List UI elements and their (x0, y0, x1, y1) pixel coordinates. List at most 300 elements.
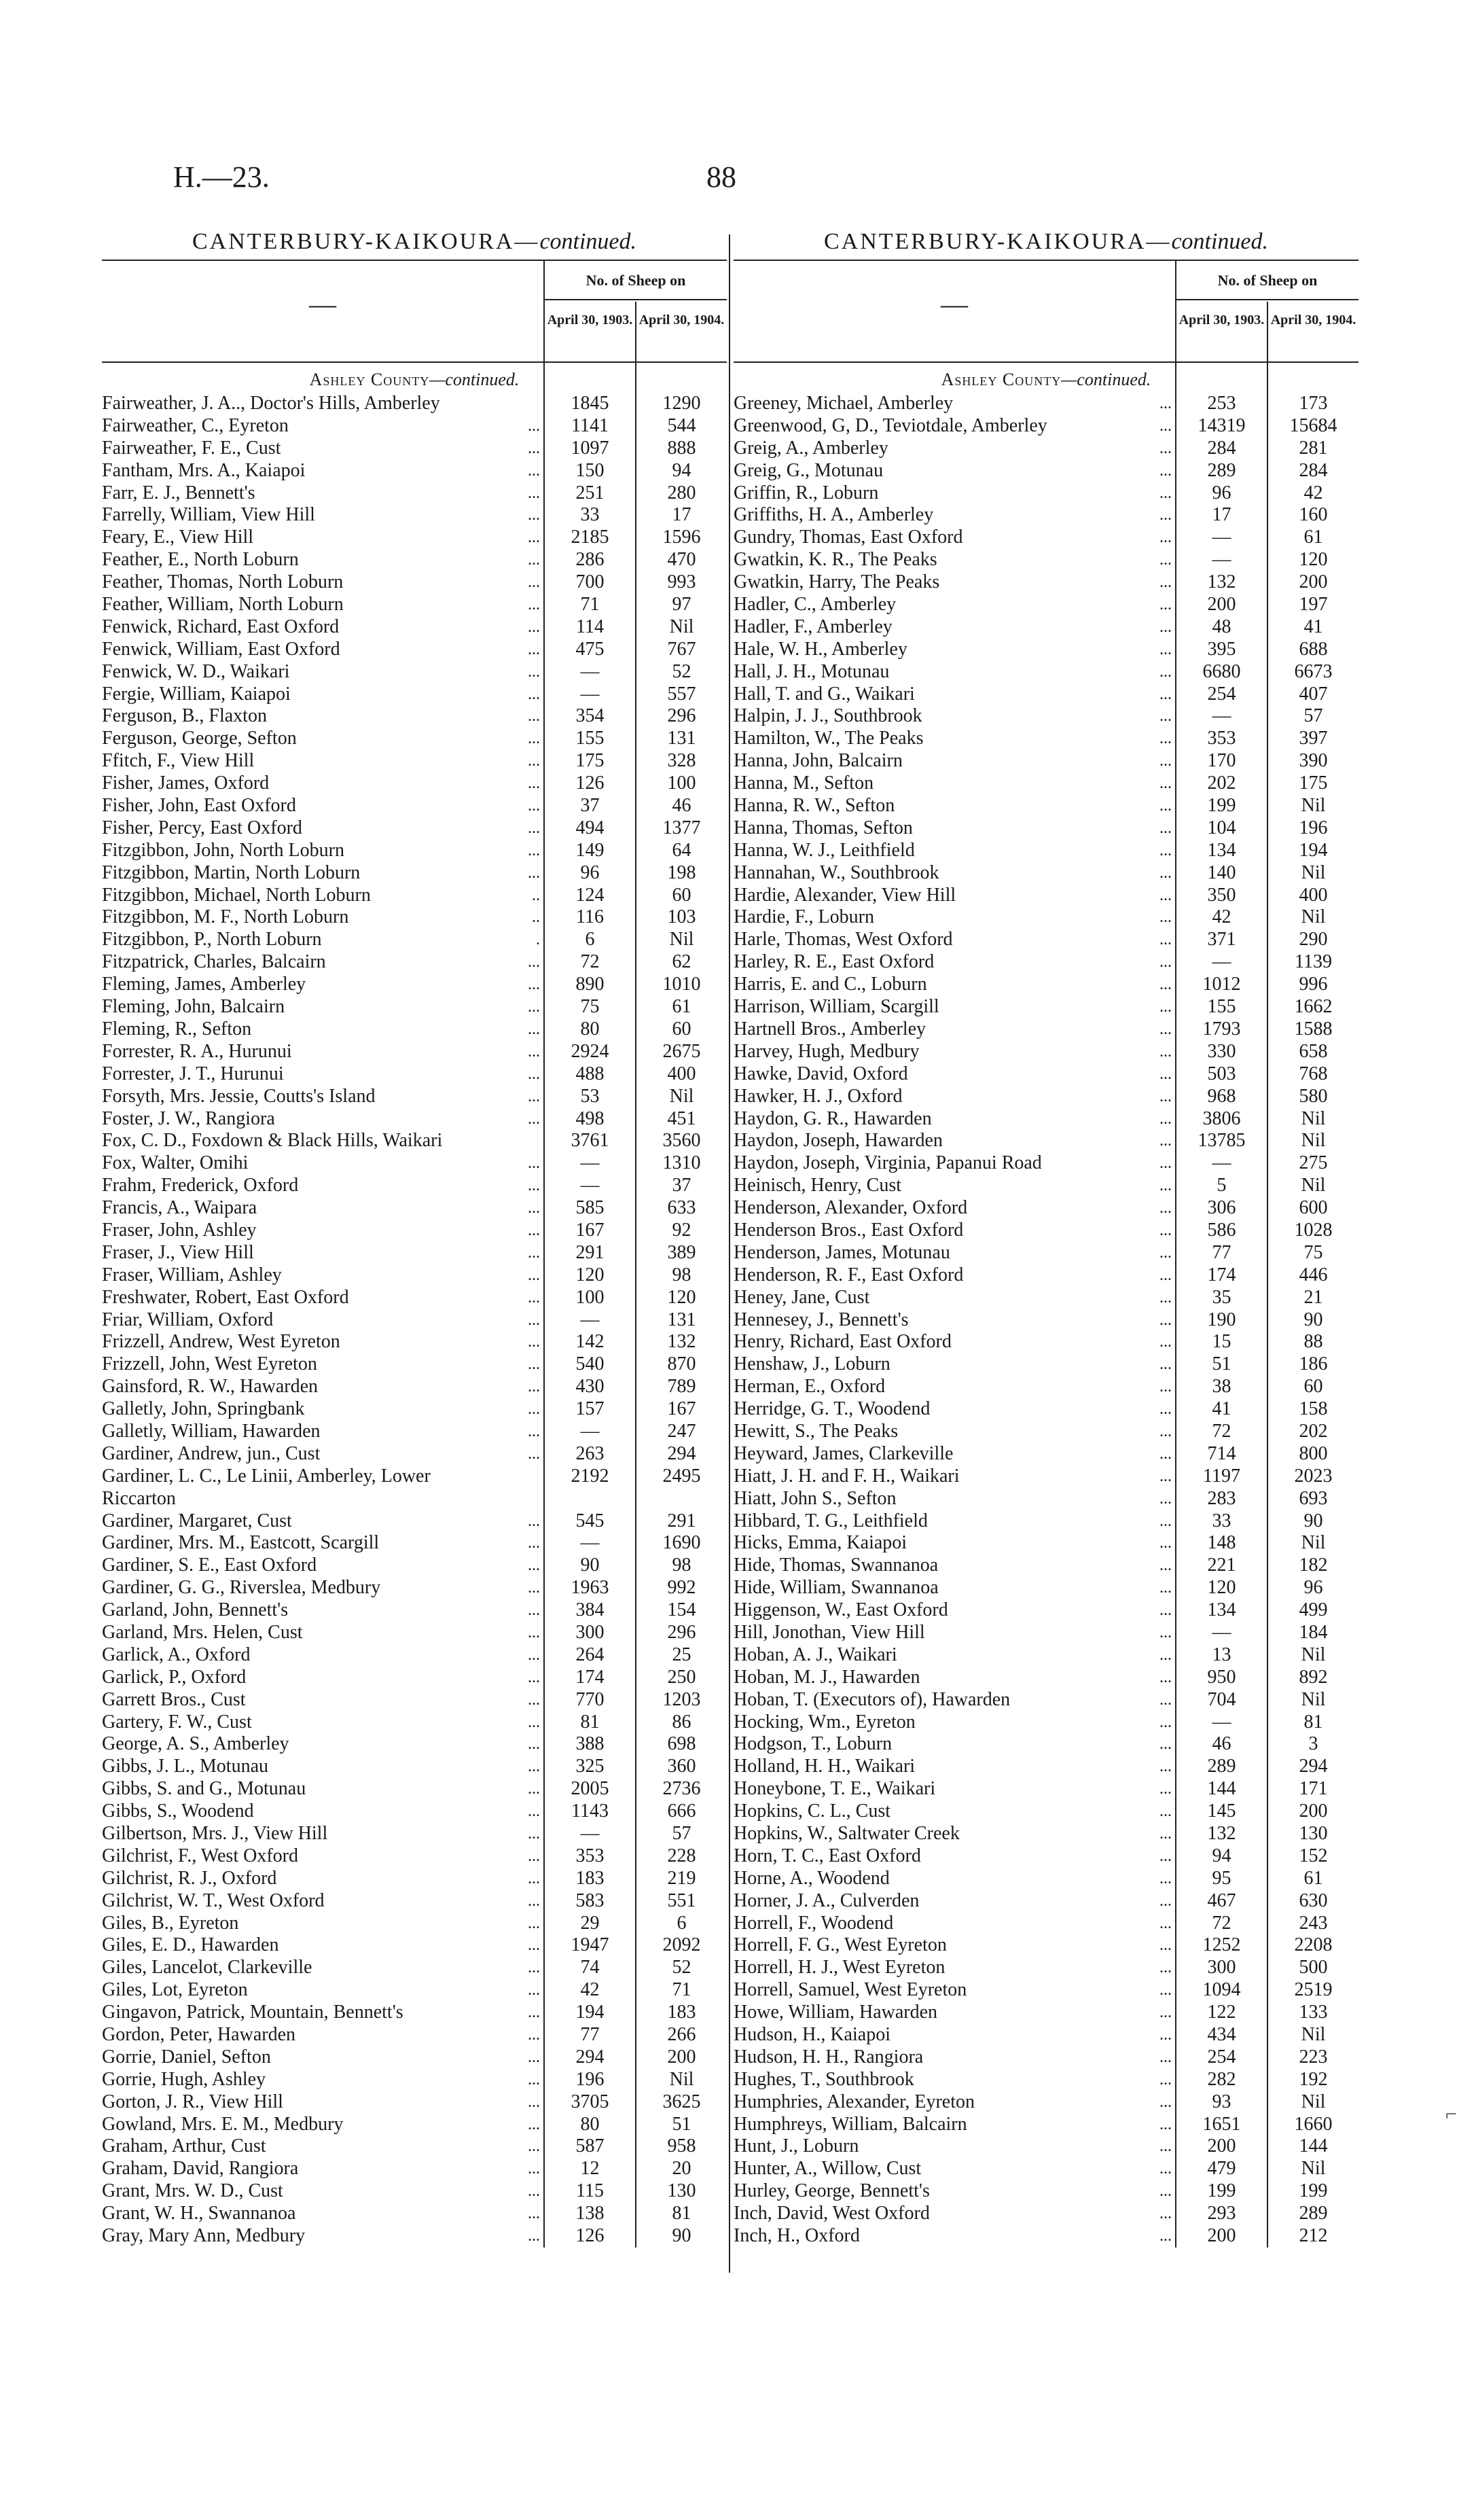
table-row (102, 1130, 727, 1152)
table-row (102, 1264, 727, 1287)
sheep-1904: Nil (1301, 862, 1326, 883)
sheep-1903: 306 (1207, 1197, 1236, 1219)
sheep-1904: 2675 (662, 1040, 701, 1062)
table-row (734, 393, 1358, 415)
leader-dots: ... (1159, 1646, 1172, 1664)
sheep-1904: Nil (1301, 795, 1326, 817)
sheep-1904: 275 (1299, 1152, 1328, 1174)
leader-dots: ... (528, 1690, 540, 1709)
sheep-1904: 328 (667, 750, 696, 772)
leader-dots: ... (1159, 1311, 1172, 1329)
table-row (102, 684, 727, 706)
owner-rows (734, 393, 1358, 2248)
leader-dots: ... (1159, 908, 1172, 927)
sheep-1904: 6 (677, 1912, 687, 1934)
owner-name: Hennesey, J., Bennett's (734, 1309, 909, 1330)
sheep-1904: 768 (1299, 1063, 1328, 1084)
sheep-1903: 585 (575, 1197, 605, 1219)
sheep-1903: — (1212, 1711, 1231, 1733)
owner-name: Inch, David, West Oxford (734, 2203, 930, 2224)
owner-name: Hibbard, T. G., Leithfield (734, 1510, 928, 1531)
sheep-1904: 698 (667, 1733, 696, 1755)
owner-name: Fleming, James, Amberley (102, 974, 306, 995)
sheep-1904: 446 (1299, 1264, 1328, 1285)
table-row (734, 2024, 1358, 2046)
table-row (734, 684, 1358, 706)
table-row (102, 2203, 727, 2225)
table-row (734, 460, 1358, 482)
sheep-1904: 500 (1299, 1957, 1328, 1978)
owner-name: Hudson, H. H., Rangiora (734, 2046, 924, 2068)
sheep-1904: Nil (669, 2068, 694, 2090)
sheep-1904: 57 (1303, 705, 1323, 727)
owner-name: Freshwater, Robert, East Oxford (102, 1286, 349, 1308)
leader-dots: . (536, 931, 540, 949)
table-row (102, 1823, 727, 1845)
owner-name: Feather, E., North Loburn (102, 549, 299, 571)
sheep-1904: 15684 (1289, 414, 1337, 436)
owner-name: Haydon, Joseph, Hawarden (734, 1130, 943, 1152)
sheep-1903: 142 (575, 1331, 605, 1353)
table-row (734, 1577, 1358, 1599)
sheep-1904: 3 (1308, 1733, 1318, 1755)
owner-name: Henshaw, J., Loburn (734, 1353, 890, 1375)
sheep-1904: 61 (1303, 527, 1323, 548)
leader-dots: ... (528, 976, 540, 994)
owner-name: Hannahan, W., Southbrook (734, 862, 939, 883)
owner-name: Harley, R. E., East Oxford (734, 951, 935, 973)
owner-name: Galletly, John, Springbank (102, 1398, 305, 1420)
leader-dots: ... (1159, 864, 1172, 882)
table-row (102, 549, 727, 571)
owner-name: Hardie, F., Loburn (734, 906, 874, 928)
owner-name: Griffiths, H. A., Amberley (734, 504, 934, 526)
sheep-1904: 202 (1299, 1420, 1328, 1442)
table-row (734, 1778, 1358, 1800)
sheep-1903: 144 (1207, 1778, 1236, 1800)
leader-dots: ... (1159, 2137, 1172, 2156)
table-row (102, 1667, 727, 1689)
table-row (102, 1175, 727, 1197)
leader-dots: ... (1159, 1668, 1172, 1686)
leader-dots: ... (528, 1512, 540, 1530)
sheep-1904: 184 (1299, 1621, 1328, 1643)
sheep-1904: 62 (672, 951, 691, 973)
owner-name: Halpin, J. J., Southbrook (734, 705, 922, 727)
leader-dots: ... (528, 640, 540, 658)
leader-dots: ... (1159, 1042, 1172, 1061)
sheep-1903: 950 (1207, 1666, 1236, 1688)
leader-dots: ... (1159, 1690, 1172, 1709)
table-row (102, 1152, 727, 1175)
sheep-1903: 199 (1207, 2180, 1236, 2202)
sheep-1904: 103 (667, 906, 696, 928)
sheep-1904: 470 (667, 549, 696, 571)
sheep-1903: 13785 (1198, 1130, 1246, 1152)
leader-dots: ... (528, 1959, 540, 1977)
owner-name: Giles, B., Eyreton (102, 1912, 239, 1934)
leader-dots: ... (528, 1110, 540, 1128)
table-row (102, 1108, 727, 1131)
owner-name: Harle, Thomas, West Oxford (734, 929, 953, 951)
leader-dots: ... (528, 2205, 540, 2223)
sheep-1903: 42 (580, 1979, 600, 2001)
owner-name: Fitzgibbon, Michael, North Loburn (102, 884, 371, 906)
table-row (102, 705, 727, 728)
owner-name: Hamilton, W., The Peaks (734, 728, 924, 749)
leader-dots: ... (1159, 775, 1172, 793)
column-title-main: CANTERBURY-KAIKOURA— (192, 229, 540, 254)
sheep-1903: 145 (1207, 1800, 1236, 1822)
sheep-1903: 12 (580, 2158, 600, 2180)
sheep-1903: 190 (1207, 1309, 1236, 1330)
owner-name: Honeybone, T. E., Waikari (734, 1778, 936, 1800)
sheep-1904: 2023 (1294, 1465, 1333, 1487)
sheep-1904: 183 (667, 2002, 696, 2023)
leader-dots: ... (1159, 1333, 1172, 1351)
sheep-1904: 120 (1299, 549, 1328, 571)
leader-dots: ... (528, 1378, 540, 1396)
table-row (102, 1287, 727, 1309)
table-row (734, 2091, 1358, 2114)
leader-dots: ... (528, 1557, 540, 1575)
sheep-1903: 3705 (571, 2091, 609, 2112)
owner-name: Gibbs, J. L., Motunau (102, 1756, 268, 1777)
sheep-1904: 198 (667, 862, 696, 883)
table-row (734, 2046, 1358, 2069)
owner-name: Gardiner, Andrew, jun., Cust (102, 1442, 321, 1464)
sheep-1904: 247 (667, 1420, 696, 1442)
owner-name: Gainsford, R. W., Hawarden (102, 1376, 319, 1398)
sheep-1903: 51 (1212, 1353, 1231, 1375)
column-divider (729, 234, 730, 2273)
sheep-1904: 94 (672, 459, 691, 481)
sheep-1904: 658 (1299, 1040, 1328, 1062)
sheep-1903: 194 (575, 2002, 605, 2023)
table-row (102, 2069, 727, 2091)
leader-dots: ... (1159, 395, 1172, 412)
sheep-1903: 150 (575, 459, 605, 481)
owner-name: Hocking, Wm., Eyreton (734, 1711, 916, 1733)
leader-dots: ... (528, 1623, 540, 1641)
leader-dots: ... (1159, 976, 1172, 994)
owner-name: Ffitch, F., View Hill (102, 750, 255, 772)
owner-name: Friar, William, Oxford (102, 1309, 274, 1330)
leader-dots: ... (528, 1735, 540, 1754)
sheep-1904: 1139 (1295, 951, 1332, 973)
sheep-1903: 138 (575, 2203, 605, 2224)
sheep-1903: 15 (1212, 1331, 1231, 1353)
table-row (102, 1443, 727, 1466)
owner-name: Grant, W. H., Swannanoa (102, 2203, 296, 2224)
sheep-1903: 140 (1207, 862, 1236, 883)
sheep-1903: 124 (575, 884, 605, 906)
table-row (102, 750, 727, 773)
leader-dots: ... (528, 1199, 540, 1218)
sheep-1904: Nil (669, 929, 694, 951)
sheep-1904: 90 (672, 2225, 691, 2247)
sheep-1904: 17 (672, 504, 691, 526)
sheep-1903: 75 (580, 996, 600, 1018)
sheep-1904: 41 (1303, 616, 1323, 637)
sheep-1903: — (580, 1420, 600, 1442)
sheep-1903: 17 (1212, 504, 1231, 526)
margin-mark: ⌐ (1445, 2103, 1457, 2125)
leader-dots: ... (528, 1311, 540, 1329)
sheep-1903: 80 (580, 2113, 600, 2135)
sheep-1903: 94 (1212, 1845, 1231, 1866)
sheep-1903: 72 (580, 951, 600, 973)
column-title-suffix: continued. (539, 229, 637, 254)
table-row (102, 415, 727, 438)
sheep-1903: 353 (575, 1845, 605, 1866)
owner-name: Hicks, Emma, Kaiapoi (734, 1532, 907, 1554)
table-row (734, 438, 1358, 460)
leader-dots: ... (1159, 707, 1172, 726)
leader-dots: ... (528, 953, 540, 972)
leader-dots: ... (1159, 1758, 1172, 1776)
sheep-1904: 200 (1299, 571, 1328, 593)
owner-name: Haydon, G. R., Hawarden (734, 1107, 932, 1129)
owner-name: Fox, Walter, Omihi (102, 1152, 249, 1174)
owner-name: Gardiner, S. E., East Oxford (102, 1555, 317, 1576)
leader-dots: ... (528, 1758, 540, 1776)
leader-dots: ... (1159, 662, 1172, 681)
sheep-1903: — (1212, 527, 1231, 548)
owner-name: Hanna, M., Sefton (734, 773, 874, 794)
sheep-1904: 551 (667, 1889, 696, 1911)
sheep-1903: 6 (585, 929, 595, 951)
sheep-1903: 1197 (1203, 1465, 1240, 1487)
sheep-1904: 389 (667, 1241, 696, 1263)
owner-rows (102, 393, 727, 2248)
leader-dots: ... (1159, 730, 1172, 748)
owner-name: Fox, C. D., Foxdown & Black Hills, Waikari (102, 1130, 443, 1152)
leader-dots: ... (528, 1713, 540, 1731)
table-row (102, 1532, 727, 1555)
owner-name: Fairweather, J. A.., Doctor's Hills, Amberley (102, 393, 440, 414)
table-row (102, 482, 727, 505)
sheep-1904: 266 (667, 2024, 696, 2046)
sheep-1903: 122 (1207, 2002, 1236, 2023)
leader-dots: ... (528, 1534, 540, 1552)
sheep-1903: 291 (575, 1241, 605, 1263)
sheep-1903: 202 (1207, 773, 1236, 794)
sheep-1904: 1690 (662, 1532, 701, 1554)
owner-name: Horner, J. A., Culverden (734, 1889, 920, 1911)
sheep-1904: 289 (1299, 2203, 1328, 2224)
owner-name: Forrester, J. T., Hurunui (102, 1063, 284, 1084)
sheep-1904: 88 (1303, 1331, 1323, 1353)
owner-name: Gilchrist, F., West Oxford (102, 1845, 298, 1866)
owner-name: Hide, William, Swannanoa (734, 1577, 939, 1599)
sheep-1904: Nil (1301, 2091, 1326, 2112)
table-row (734, 616, 1358, 639)
sheep-1904: 71 (672, 1979, 691, 2001)
leader-dots: ... (528, 1177, 540, 1195)
leader-dots: ... (528, 1243, 540, 1262)
sheep-1904: 2208 (1294, 1934, 1333, 1956)
sheep-1903: 253 (1207, 393, 1236, 414)
sheep-1903: 115 (576, 2180, 604, 2202)
leader-dots: ... (1159, 596, 1172, 614)
sheep-1903: 330 (1207, 1040, 1236, 1062)
sheep-1904: 21 (1303, 1286, 1323, 1308)
table-row (734, 2203, 1358, 2225)
leader-dots: ... (528, 1333, 540, 1351)
owner-name: Horn, T. C., East Oxford (734, 1845, 921, 1866)
table-row (734, 1667, 1358, 1689)
owner-name: Gray, Mary Ann, Medbury (102, 2225, 306, 2247)
sheep-1903: 475 (575, 638, 605, 660)
owner-name: Fisher, Percy, East Oxford (102, 817, 302, 838)
owner-name: Hadler, C., Amberley (734, 594, 897, 616)
name-column-header: — (941, 289, 968, 319)
sheep-1904: 167 (667, 1398, 696, 1420)
table-row (734, 594, 1358, 616)
sheep-1903: 116 (576, 906, 604, 928)
leader-dots: ... (1159, 1378, 1172, 1396)
sheep-1904: 958 (667, 2135, 696, 2157)
leader-dots: ... (1159, 439, 1172, 457)
owner-name: Hiatt, J. H. and F. H., Waikari (734, 1465, 960, 1487)
sheep-1904: 2495 (662, 1465, 701, 1487)
sheep-1903: — (1212, 951, 1231, 973)
table-row (102, 460, 727, 482)
sheep-1904: 152 (1299, 1845, 1328, 1866)
sheep-1904: 96 (1303, 1577, 1323, 1599)
sheep-1904: 200 (1299, 1800, 1328, 1822)
leader-dots: ... (528, 819, 540, 837)
owner-name: Garland, John, Bennett's (102, 1599, 289, 1621)
owner-name: Feary, E., View Hill (102, 527, 254, 548)
sheep-1903: 284 (1207, 437, 1236, 459)
owner-name: Fenwick, W. D., Waikari (102, 660, 290, 682)
leader-dots: ... (1159, 1266, 1172, 1284)
sheep-1904: 60 (672, 1018, 691, 1040)
sheep-1903: 395 (1207, 638, 1236, 660)
sheep-1903: 540 (575, 1353, 605, 1375)
owner-name: Horrell, F. G., West Eyreton (734, 1934, 947, 1956)
table-row (734, 1823, 1358, 1845)
leader-dots: ... (528, 1422, 540, 1440)
table-row (102, 1376, 727, 1398)
table-row (734, 1756, 1358, 1778)
sheep-1904: Nil (1301, 1532, 1326, 1554)
table-row (734, 1041, 1358, 1063)
sheep-1904: 175 (1299, 773, 1328, 794)
sheep-1904: 1203 (662, 1688, 701, 1710)
owner-name: Hoban, T. (Executors of), Hawarden (734, 1688, 1011, 1710)
table-row (102, 1845, 727, 1868)
county-heading (102, 363, 727, 393)
sheep-1903: 126 (575, 773, 605, 794)
page-number: 88 (706, 160, 736, 194)
sheep-1904: 666 (667, 1800, 696, 1822)
sheep-1903: 388 (575, 1733, 605, 1755)
owner-name: Frizzell, Andrew, West Eyreton (102, 1331, 340, 1353)
sheep-1904: 144 (1299, 2135, 1328, 2157)
owner-name: Herridge, G. T., Woodend (734, 1398, 931, 1420)
sheep-1903: 196 (575, 2068, 605, 2090)
sheep-1904: 992 (667, 1577, 696, 1599)
owner-name: Hanna, Thomas, Sefton (734, 817, 913, 838)
table-row (102, 1220, 727, 1242)
sheep-1904: 284 (1299, 459, 1328, 481)
sheep-1903: — (580, 1152, 600, 1174)
owner-name: Fleming, R., Sefton (102, 1018, 252, 1040)
sheep-1904: 630 (1299, 1889, 1328, 1911)
sheep-1904: 296 (667, 1621, 696, 1643)
sheep-1903: 251 (575, 482, 605, 503)
sheep-1904: 499 (1299, 1599, 1328, 1621)
leader-dots: ... (528, 1601, 540, 1620)
leader-dots: ... (1159, 1110, 1172, 1128)
table-row (102, 951, 727, 974)
sheep-1904: 194 (1299, 839, 1328, 861)
table-row (102, 1466, 727, 1488)
sheep-1904: 407 (1299, 683, 1328, 705)
leader-dots: ... (1159, 752, 1172, 770)
table-row (102, 974, 727, 996)
leader-dots: ... (1159, 1355, 1172, 1374)
table-row (102, 840, 727, 862)
sheep-1904: 57 (672, 1823, 691, 1844)
table-row (734, 1689, 1358, 1711)
sheep-1904: Nil (1301, 1644, 1326, 1665)
sheep-1904: Nil (1301, 1175, 1326, 1196)
owner-name: Hudson, H., Kaiapoi (734, 2024, 890, 2046)
sheep-1903: 704 (1207, 1688, 1236, 1710)
sheep-count-header: No. of Sheep on (543, 261, 727, 300)
leader-dots: ... (1159, 1467, 1172, 1485)
sheep-1903: 6680 (1202, 660, 1241, 682)
owner-name: Hadler, F., Amberley (734, 616, 893, 637)
owner-name: Holland, H. H., Waikari (734, 1756, 916, 1777)
owner-name: Garlick, A., Oxford (102, 1644, 251, 1665)
owner-name: Gingavon, Patrick, Mountain, Bennett's (102, 2002, 403, 2023)
owner-name: Hanna, R. W., Sefton (734, 795, 895, 817)
leader-dots: ... (1159, 640, 1172, 658)
sheep-1903: — (1212, 549, 1231, 571)
owner-name: Gordon, Peter, Hawarden (102, 2024, 296, 2046)
sheep-1904: 451 (667, 1107, 696, 1129)
sheep-1903: 77 (580, 2024, 600, 2046)
table-row (734, 1086, 1358, 1108)
owner-name: Humphreys, William, Balcairn (734, 2113, 967, 2135)
table-row (102, 2158, 727, 2180)
leader-dots: ... (1159, 1601, 1172, 1620)
table-row (102, 996, 727, 1018)
table-row (734, 571, 1358, 594)
owner-name: Giles, Lancelot, Clarkeville (102, 1957, 312, 1978)
owner-name: Garlick, P., Oxford (102, 1666, 247, 1688)
leader-dots: ... (528, 841, 540, 859)
owner-name: Gilchrist, W. T., West Oxford (102, 1889, 325, 1911)
owner-name: Garland, Mrs. Helen, Cust (102, 1621, 303, 1643)
owner-name: Gwatkin, Harry, The Peaks (734, 571, 940, 593)
sheep-1904: 52 (672, 1957, 691, 1978)
sheep-1903: 300 (1207, 1957, 1236, 1978)
owner-name: Hopkins, C. L., Cust (734, 1800, 891, 1822)
leader-dots: ... (1159, 1243, 1172, 1262)
leader-dots: ... (1159, 1557, 1172, 1575)
owner-name: Riccarton (102, 1487, 176, 1509)
sheep-1904: 219 (667, 1867, 696, 1889)
leader-dots: ... (528, 1668, 540, 1686)
owner-name: Higgenson, W., East Oxford (734, 1599, 948, 1621)
table-row (102, 1063, 727, 1086)
